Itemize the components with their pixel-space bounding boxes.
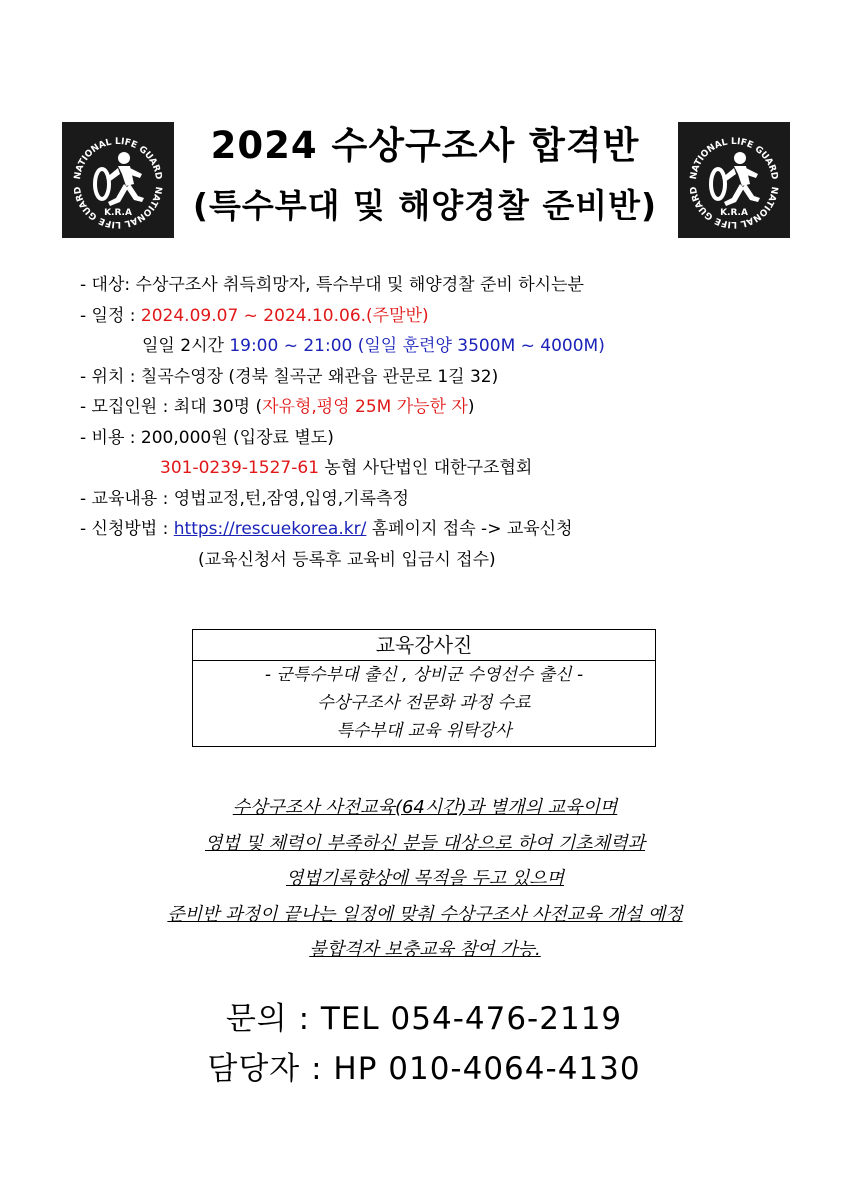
logo-top-text: NATIONAL LIFE GUARD [72, 136, 164, 181]
account-number: 301-0239-1527-61 [160, 458, 320, 478]
title-block [180, 118, 670, 232]
info-apply: - 신청방법 : https://rescuekorea.kr/ 홈페이지 접속 -> 교육신청 [80, 519, 573, 539]
instructor-line: 특수부대 교육 위탁강사 [336, 721, 512, 741]
info-list [80, 270, 780, 575]
daily-time: 19:00 ~ 21:00 (일일 훈련양 3500M ~ 4000M) [229, 336, 605, 356]
info-content: - 교육내용 : 영법교정,턴,잠영,입영,기록측정 [80, 488, 409, 509]
logo-bottom-text: NATIONAL LIFE GUARD [72, 185, 164, 230]
logo-bottom-text: NATIONAL LIFE GUARD [688, 185, 780, 230]
info-apply-note: (교육신청서 등록후 교육비 입금시 접수) [198, 549, 496, 570]
notice-line: 영법기록향상에 목적을 두고 있으며 [286, 868, 564, 889]
logo-center-text: K.R.A [104, 208, 132, 218]
instructor-heading: 교육강사진 [193, 630, 655, 661]
logo-center-text: K.R.A [720, 208, 748, 218]
instructor-line: 수상구조사 전문화 과정 수료 [317, 693, 531, 713]
homepage-link[interactable]: https://rescuekorea.kr/ [173, 519, 367, 539]
kra-logo-right [678, 122, 790, 238]
notice-line: 영법 및 체력이 부족하신 분들 대상으로 하여 기초체력과 [205, 832, 645, 854]
recruit-condition: 자유형,평영 25M 가능한 자 [262, 397, 468, 417]
contact-hp: 담당자 : HP 010-4064-4130 [207, 1051, 641, 1087]
info-fee: - 비용 : 200,000원 (입장료 별도) [80, 427, 334, 448]
instructor-line: - 군특수부대 출신 , 상비군 수영선수 출신 - [264, 665, 584, 685]
schedule-dates: 2024.09.07 ~ 2024.10.06.(주말반) [140, 305, 429, 326]
info-location: - 위치 : 칠곡수영장 (경북 칠곡군 왜관읍 관문로 1길 32) [80, 366, 499, 387]
page-subtitle: (특수부대 및 해양경찰 준비반) [192, 186, 658, 225]
logo-top-text: NATIONAL LIFE GUARD [688, 136, 780, 181]
info-daily: 일일 2시간 19:00 ~ 21:00 (일일 훈련양 3500M ~ 4000M) [142, 336, 605, 356]
contact-tel: 문의 : TEL 054-476-2119 [225, 1001, 623, 1037]
notice-line: 준비반 과정이 끝나는 일정에 맞춰 수상구조사 사전교육 개설 예정 [167, 903, 683, 925]
notice-line: 불합격자 보충교육 참여 가능. [309, 939, 541, 960]
instructor-box [192, 629, 656, 747]
notice-line: 수상구조사 사전교육(64시간)과 별개의 교육이며 [232, 797, 618, 818]
info-schedule: - 일정 : 2024.09.07 ~ 2024.10.06.(주말반) [80, 305, 429, 326]
info-account: 301-0239-1527-61 농협 사단법인 대한구조협회 [160, 458, 533, 478]
page-title: 2024 수상구조사 합격반 [210, 124, 640, 167]
info-recruit: - 모집인원 : 최대 30명 (자유형,평영 25M 가능한 자) [80, 397, 475, 417]
info-target: - 대상: 수상구조사 취득희망자, 특수부대 및 해양경찰 준비 하시는분 [80, 275, 584, 295]
kra-logo-left [62, 122, 174, 238]
notice-block [80, 790, 770, 968]
